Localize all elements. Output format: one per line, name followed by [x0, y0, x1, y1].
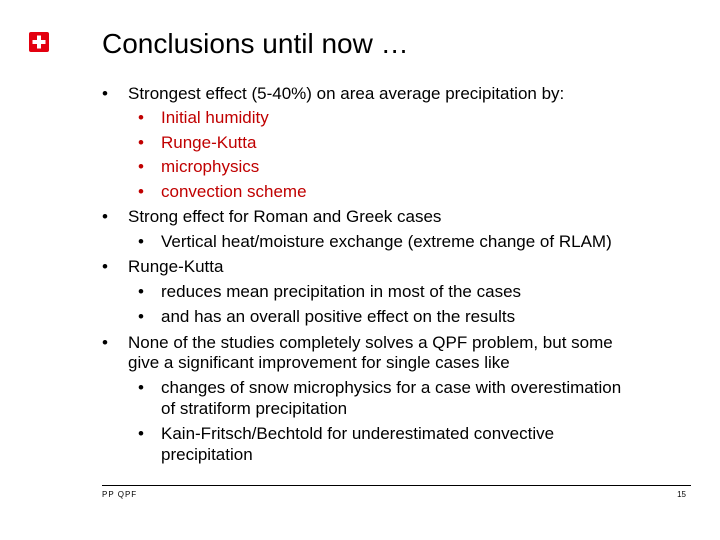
sub-bullet-snow-microphysics-line-2: of stratiform precipitation	[161, 399, 348, 418]
sub-bullet-marker: •	[138, 182, 144, 201]
bullet-marker: •	[102, 84, 108, 103]
slide-title: Conclusions until now …	[102, 28, 409, 59]
bullet-2-text: Strong effect for Roman and Greek cases	[128, 207, 442, 226]
bullet-marker: •	[102, 257, 108, 276]
sub-bullet-marker: •	[138, 378, 144, 397]
bullet-marker: •	[102, 207, 108, 226]
sub-bullet-marker: •	[138, 157, 144, 176]
bullet-3-text: Runge-Kutta	[128, 257, 224, 276]
sub-bullet-marker: •	[138, 133, 144, 152]
sub-bullet-marker: •	[138, 307, 144, 326]
sub-bullet-vertical-exchange: Vertical heat/moisture exchange (extreme change of RLAM)	[161, 232, 612, 251]
sub-bullet-reduces-precipitation: reduces mean precipitation in most of the cases	[161, 282, 522, 301]
sub-bullet-initial-humidity: Initial humidity	[161, 108, 269, 127]
sub-bullet-kain-fritsch-line-1: Kain-Fritsch/Bechtold for underestimated convective	[161, 424, 555, 443]
swiss-cross-logo	[29, 32, 49, 52]
sub-bullet-marker: •	[138, 232, 144, 251]
sub-bullet-convection-scheme: convection scheme	[161, 182, 307, 201]
bullet-marker: •	[102, 333, 108, 352]
bullet-4-text-line-1: None of the studies completely solves a QPF problem, but some	[128, 333, 613, 352]
footer-divider	[102, 485, 691, 486]
bullet-1-text: Strongest effect (5-40%) on area average precipitation by:	[128, 84, 565, 103]
sub-bullet-kain-fritsch-line-2: precipitation	[161, 445, 253, 464]
sub-bullet-marker: •	[138, 108, 144, 127]
sub-bullet-marker: •	[138, 282, 144, 301]
sub-bullet-runge-kutta: Runge-Kutta	[161, 133, 257, 152]
sub-bullet-marker: •	[138, 424, 144, 443]
bullet-4-text-line-2: give a significant improvement for single cases like	[128, 353, 510, 372]
sub-bullet-positive-effect: and has an overall positive effect on the results	[161, 307, 516, 326]
page-number: 15	[677, 490, 686, 499]
sub-bullet-microphysics: microphysics	[161, 157, 260, 176]
sub-bullet-snow-microphysics-line-1: changes of snow microphysics for a case with overestimation	[161, 378, 622, 397]
footer-label: PP QPF	[102, 490, 138, 499]
